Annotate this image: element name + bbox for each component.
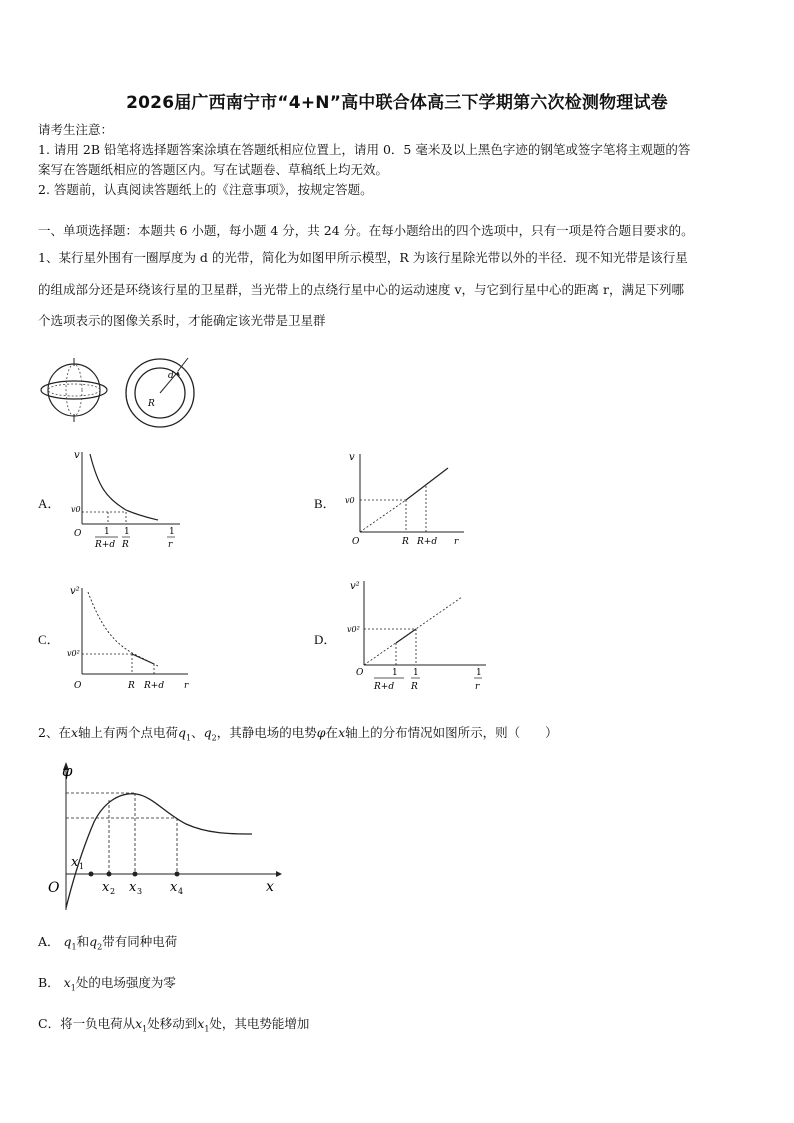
svg-text:x: x xyxy=(170,880,178,895)
b-v0: v0 xyxy=(345,496,355,505)
b-tick2: R+d xyxy=(417,537,438,546)
phi-axis-label: φ xyxy=(62,762,73,780)
ring-cross-section-figure xyxy=(122,348,202,438)
q1-stem-line2: 的组成部分还是环绕该行星的卫星群，当光带上的点绕行星中心的运动速度 v，与它到行星中心的距离 r，满足下列哪 xyxy=(38,282,684,297)
b-origin: O xyxy=(352,537,360,546)
radius-label: R xyxy=(148,399,155,409)
svg-text:4: 4 xyxy=(178,887,184,896)
x-axis-label: x xyxy=(266,879,274,895)
svg-text:2: 2 xyxy=(110,887,116,896)
d-tick2-den: R xyxy=(411,682,418,692)
c-origin: O xyxy=(74,681,82,691)
notice-heading: 请考生注意： xyxy=(38,122,114,137)
notice-item-1: 1. 请用 2B 铅笔将选择题答案涂填在答题纸相应位置上，请用 0．5 毫米及以上黑色字迹的钢笔或签字笔将主观题的答 xyxy=(38,142,691,157)
d-xlabel-num: 1 xyxy=(476,668,482,678)
a-tick2-den: R xyxy=(122,540,129,550)
q1-option-d-graph xyxy=(340,575,490,697)
a-xlabel-num: 1 xyxy=(169,527,175,537)
a-v0: v0 xyxy=(71,505,81,514)
d-ylabel: v² xyxy=(350,581,360,592)
potential-graph xyxy=(40,758,290,918)
q2-option-c[interactable]: C．将一负电荷从$x_1$处移动到$x_1$处，其电势能增加 xyxy=(38,1016,310,1034)
svg-text:x: x xyxy=(102,880,110,895)
x-var: x xyxy=(70,725,79,740)
q2-stem: 2、在x轴上有两个点电荷$q_1$、$q_2$，其静电场的电势φ在x轴上的分布情况如图所示，则（ ） xyxy=(38,725,558,743)
page-title: 2026届广西南宁市“4+N”高中联合体高三下学期第六次检测物理试卷 xyxy=(126,93,668,113)
c-tick1: R xyxy=(128,681,135,691)
d-xlabel-den: r xyxy=(475,682,480,692)
c-v0: v0² xyxy=(67,649,80,658)
d-tick2-num: 1 xyxy=(413,668,419,678)
c-ylabel: v² xyxy=(70,586,80,597)
ring-thickness-label: d xyxy=(168,371,174,381)
a-tick1-num: 1 xyxy=(104,527,110,537)
b-ylabel: v xyxy=(349,452,355,463)
notice-item-2: 2. 答题前，认真阅读答题纸上的《注意事项》，按规定答题。 xyxy=(38,182,373,197)
c-xlabel: r xyxy=(184,681,189,691)
q1-stem-line1: 1、某行星外围有一圈厚度为 d 的光带，简化为如图甲所示模型，R 为该行星除光带以外的半径．现不知光带是该行星 xyxy=(38,250,688,265)
svg-text:x: x xyxy=(129,880,137,895)
a-origin: O xyxy=(74,529,82,539)
d-v0: v0² xyxy=(347,625,360,634)
svg-text:x: x xyxy=(71,855,79,870)
svg-text:1: 1 xyxy=(79,862,85,871)
q1-option-c-label[interactable]: C． xyxy=(38,632,60,647)
q1-option-a-graph xyxy=(70,446,190,556)
b-xlabel: r xyxy=(454,537,459,546)
q1-option-b-graph xyxy=(342,446,472,546)
q2-option-b[interactable]: B． $x_1$处的电场强度为零 xyxy=(38,975,176,993)
q2-option-a[interactable]: A． $q_1$和$q_2$带有同种电荷 xyxy=(38,934,178,952)
a-tick2-num: 1 xyxy=(124,527,130,537)
d-tick1-den: R+d xyxy=(374,682,395,692)
d-origin: O xyxy=(356,668,364,678)
a-tick1-den: R+d xyxy=(95,540,116,550)
c-tick2: R+d xyxy=(144,681,165,691)
q1-stem-line3: 个选项表示的图像关系时，才能确定该光带是卫星群 xyxy=(38,313,326,328)
planet-ring-figure xyxy=(38,352,118,432)
notice-item-1-cont: 案写在答题纸相应的答题区内。写在试题卷、草稿纸上均无效。 xyxy=(38,162,389,177)
svg-text:3: 3 xyxy=(137,887,143,896)
q1-option-b-label[interactable]: B． xyxy=(314,496,336,511)
q1-option-a-label[interactable]: A． xyxy=(38,496,61,511)
a-ylabel: v xyxy=(74,450,80,461)
b-tick1: R xyxy=(402,537,409,546)
q1-option-c-graph xyxy=(64,580,194,695)
a-xlabel-den: r xyxy=(168,540,173,550)
d-tick1-num: 1 xyxy=(392,668,398,678)
origin-label: O xyxy=(48,880,60,896)
q1-option-d-label[interactable]: D． xyxy=(314,632,337,647)
section-header: 一、单项选择题：本题共 6 小题，每小题 4 分，共 24 分。在每小题给出的四个选项中，只有一项是符合题目要求的。 xyxy=(38,223,694,238)
